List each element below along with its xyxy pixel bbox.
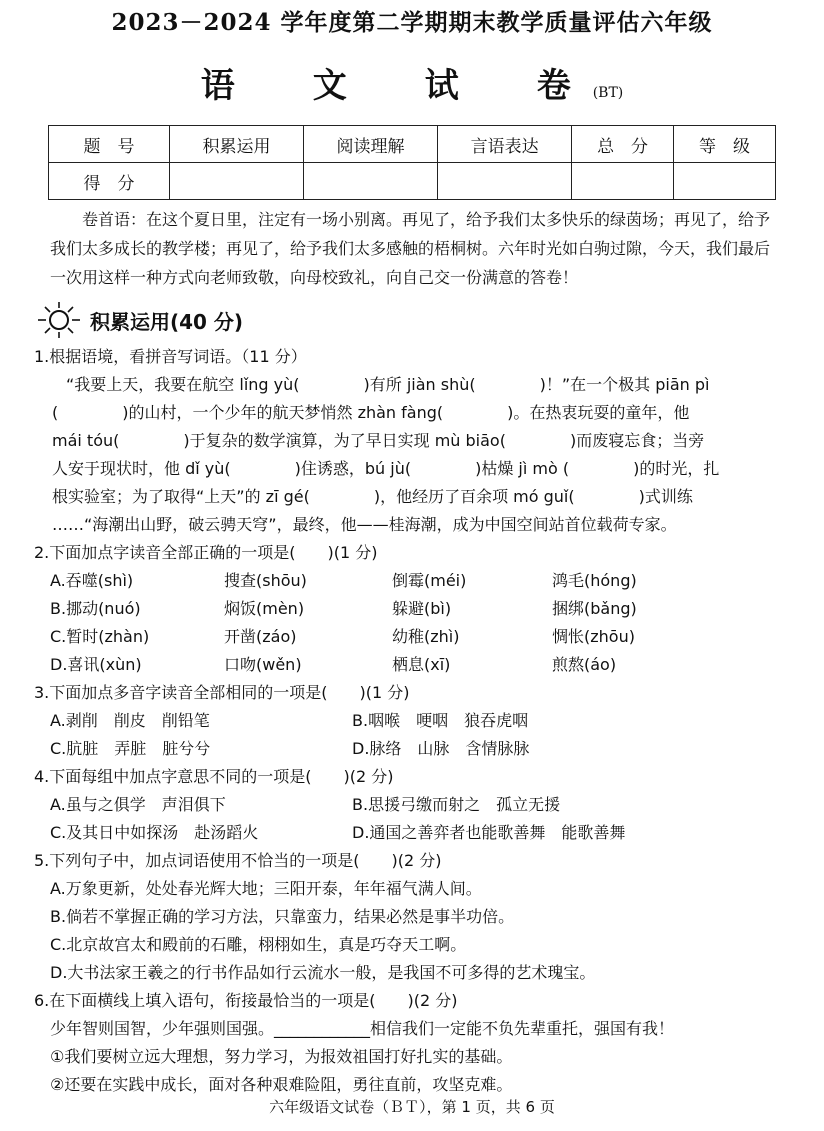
question-1-line: ……“海潮出山野，破云骋天穹”，最终，他——桂海潮，成为中国空间站首位载荷专家。 bbox=[52, 515, 677, 534]
questions bbox=[34, 343, 790, 1099]
score-header-cell: 等 级 bbox=[674, 126, 776, 163]
option-item: 口吻(wěn) bbox=[224, 655, 302, 674]
score-cell[interactable] bbox=[170, 163, 304, 200]
question-5-stem: 5.下列句子中，加点词语使用不恰当的一项是( )(2 分) bbox=[34, 851, 442, 870]
question-1-line: 人安于现状时，他 dǐ yù( )住诱惑，bú jù( )枯燥 jì mò ( )的时光，扎 bbox=[52, 459, 720, 478]
question-4-option-row bbox=[34, 791, 790, 819]
question-6-line: ②还要在实践中成长，面对各种艰难险阻，勇往直前，攻坚克难。 bbox=[50, 1075, 513, 1094]
score-cell[interactable] bbox=[438, 163, 572, 200]
option[interactable]: A.剥削 削皮 削铅笔 bbox=[50, 711, 210, 730]
option[interactable]: A.虽与之俱学 声泪俱下 bbox=[50, 795, 226, 814]
option-item: 捆绑(bǎng) bbox=[552, 599, 637, 618]
option-item: 焖饭(mèn) bbox=[224, 599, 305, 618]
option-item: 煎熬(áo) bbox=[552, 655, 617, 674]
option[interactable]: B.倘若不掌握正确的学习方法，只靠蛮力，结果必然是事半功倍。 bbox=[50, 907, 515, 926]
question-2-stem: 2.下面加点字读音全部正确的一项是( )(1 分) bbox=[34, 543, 378, 562]
option[interactable]: D.通国之善弈者也能歌善舞 能歌善舞 bbox=[352, 823, 626, 842]
option[interactable]: B.咽喉 哽咽 狼吞虎咽 bbox=[352, 711, 529, 730]
option[interactable]: D.脉络 山脉 含情脉脉 bbox=[352, 739, 530, 758]
option[interactable]: A.吞噬(shì) bbox=[50, 571, 134, 590]
option-item: 栖息(xī) bbox=[392, 655, 451, 674]
option[interactable]: C.肮脏 弄脏 脏兮兮 bbox=[50, 739, 211, 758]
question-1-line: ( )的山村，一个少年的航天梦悄然 zhàn fàng( )。在热衷玩耍的童年，他 bbox=[52, 403, 690, 422]
subject-name: 语 文 试 卷 bbox=[200, 66, 593, 106]
question-3-stem: 3.下面加点多音字读音全部相同的一项是( )(1 分) bbox=[34, 683, 410, 702]
section-title: 积累运用(40 分) bbox=[90, 309, 244, 334]
question-6-stem: 6.在下面横线上填入语句，衔接最恰当的一项是( )(2 分) bbox=[34, 991, 458, 1010]
question-1-line: mái tóu( )于复杂的数学演算，为了早日实现 mù biāo( )而废寝忘食；当旁 bbox=[52, 431, 705, 450]
question-4-option-row bbox=[34, 819, 790, 847]
option-item: 倒霉(méi) bbox=[392, 571, 467, 590]
sun-icon bbox=[34, 300, 84, 340]
option-item: 惆怅(zhōu) bbox=[552, 627, 635, 646]
option-item: 鸿毛(hóng) bbox=[552, 571, 637, 590]
page-footer: 六年级语文试卷（ＢＴ），第 1 页，共 6 页 bbox=[269, 1098, 555, 1116]
score-header-cell: 题 号 bbox=[49, 126, 170, 163]
question-6-line: 少年智则国智，少年强则国强。____________相信我们一定能不负先辈重托，强国有我！ bbox=[50, 1019, 675, 1038]
score-row-label: 得 分 bbox=[49, 163, 170, 200]
preface-text: 卷首语：在这个夏日里，注定有一场小别离。再见了，给予我们太多快乐的绿茵场；再见了，给予我们太多成长的教学楼；再见了，给予我们太多感触的梧桐树。六年时光如白驹过隙，今天，我们最后一次用这样一种方式向老师致敬，向母校致礼，向自己交一份满意的答卷！ bbox=[50, 210, 771, 287]
subject-code: (BT) bbox=[592, 85, 624, 101]
option-item: 幼稚(zhì) bbox=[392, 627, 460, 646]
score-table-score-row bbox=[49, 163, 776, 200]
score-cell[interactable] bbox=[304, 163, 438, 200]
section-heading bbox=[34, 300, 243, 340]
question-4-stem: 4.下面每组中加点字意思不同的一项是( )(2 分) bbox=[34, 767, 394, 786]
option[interactable]: B.思援弓缴而射之 孤立无援 bbox=[352, 795, 561, 814]
question-2-option-row bbox=[34, 595, 790, 623]
option[interactable]: C.及其日中如探汤 赴汤蹈火 bbox=[50, 823, 259, 842]
option-item: 开凿(záo) bbox=[224, 627, 297, 646]
subject-title bbox=[0, 58, 824, 107]
question-1-stem: 1.根据语境，看拼音写词语。（11 分） bbox=[34, 347, 307, 366]
question-1-line: 根实验室；为了取得“上天”的 zī gé( )，他经历了百余项 mó guǐ( )式训练 bbox=[52, 487, 693, 506]
score-header-cell: 总 分 bbox=[572, 126, 674, 163]
option[interactable]: C.暂时(zhàn) bbox=[50, 627, 150, 646]
question-6-line: ①我们要树立远大理想，努力学习，为报效祖国打好扎实的基础。 bbox=[50, 1047, 513, 1066]
score-cell[interactable] bbox=[674, 163, 776, 200]
question-2-option-row bbox=[34, 567, 790, 595]
score-cell[interactable] bbox=[572, 163, 674, 200]
score-header-cell: 积累运用 bbox=[170, 126, 304, 163]
question-1-line: “我要上天，我要在航空 lǐng yù( )有所 jiàn shù( )！”在一个极其 piān pì bbox=[66, 375, 710, 394]
option-item: 躲避(bì) bbox=[392, 599, 452, 618]
option[interactable]: D.喜讯(xùn) bbox=[50, 655, 142, 674]
score-header-cell: 阅读理解 bbox=[304, 126, 438, 163]
option-item: 搜查(shōu) bbox=[224, 571, 307, 590]
exam-title: 2023－2024 学年度第二学期期末教学质量评估六年级 bbox=[111, 9, 713, 36]
score-table-header-row bbox=[49, 126, 776, 163]
score-table bbox=[48, 125, 776, 200]
question-3-option-row bbox=[34, 735, 790, 763]
option[interactable]: B.挪动(nuó) bbox=[50, 599, 141, 618]
question-2-option-row bbox=[34, 623, 790, 651]
question-3-option-row bbox=[34, 707, 790, 735]
question-2-option-row bbox=[34, 651, 790, 679]
score-header-cell: 言语表达 bbox=[438, 126, 572, 163]
option[interactable]: C.北京故宫太和殿前的石雕，栩栩如生，真是巧夺天工啊。 bbox=[50, 935, 467, 954]
option[interactable]: A.万象更新，处处春光辉大地；三阳开泰，年年福气满人间。 bbox=[50, 879, 482, 898]
option[interactable]: D.大书法家王羲之的行书作品如行云流水一般，是我国不可多得的艺术瑰宝。 bbox=[50, 963, 596, 982]
